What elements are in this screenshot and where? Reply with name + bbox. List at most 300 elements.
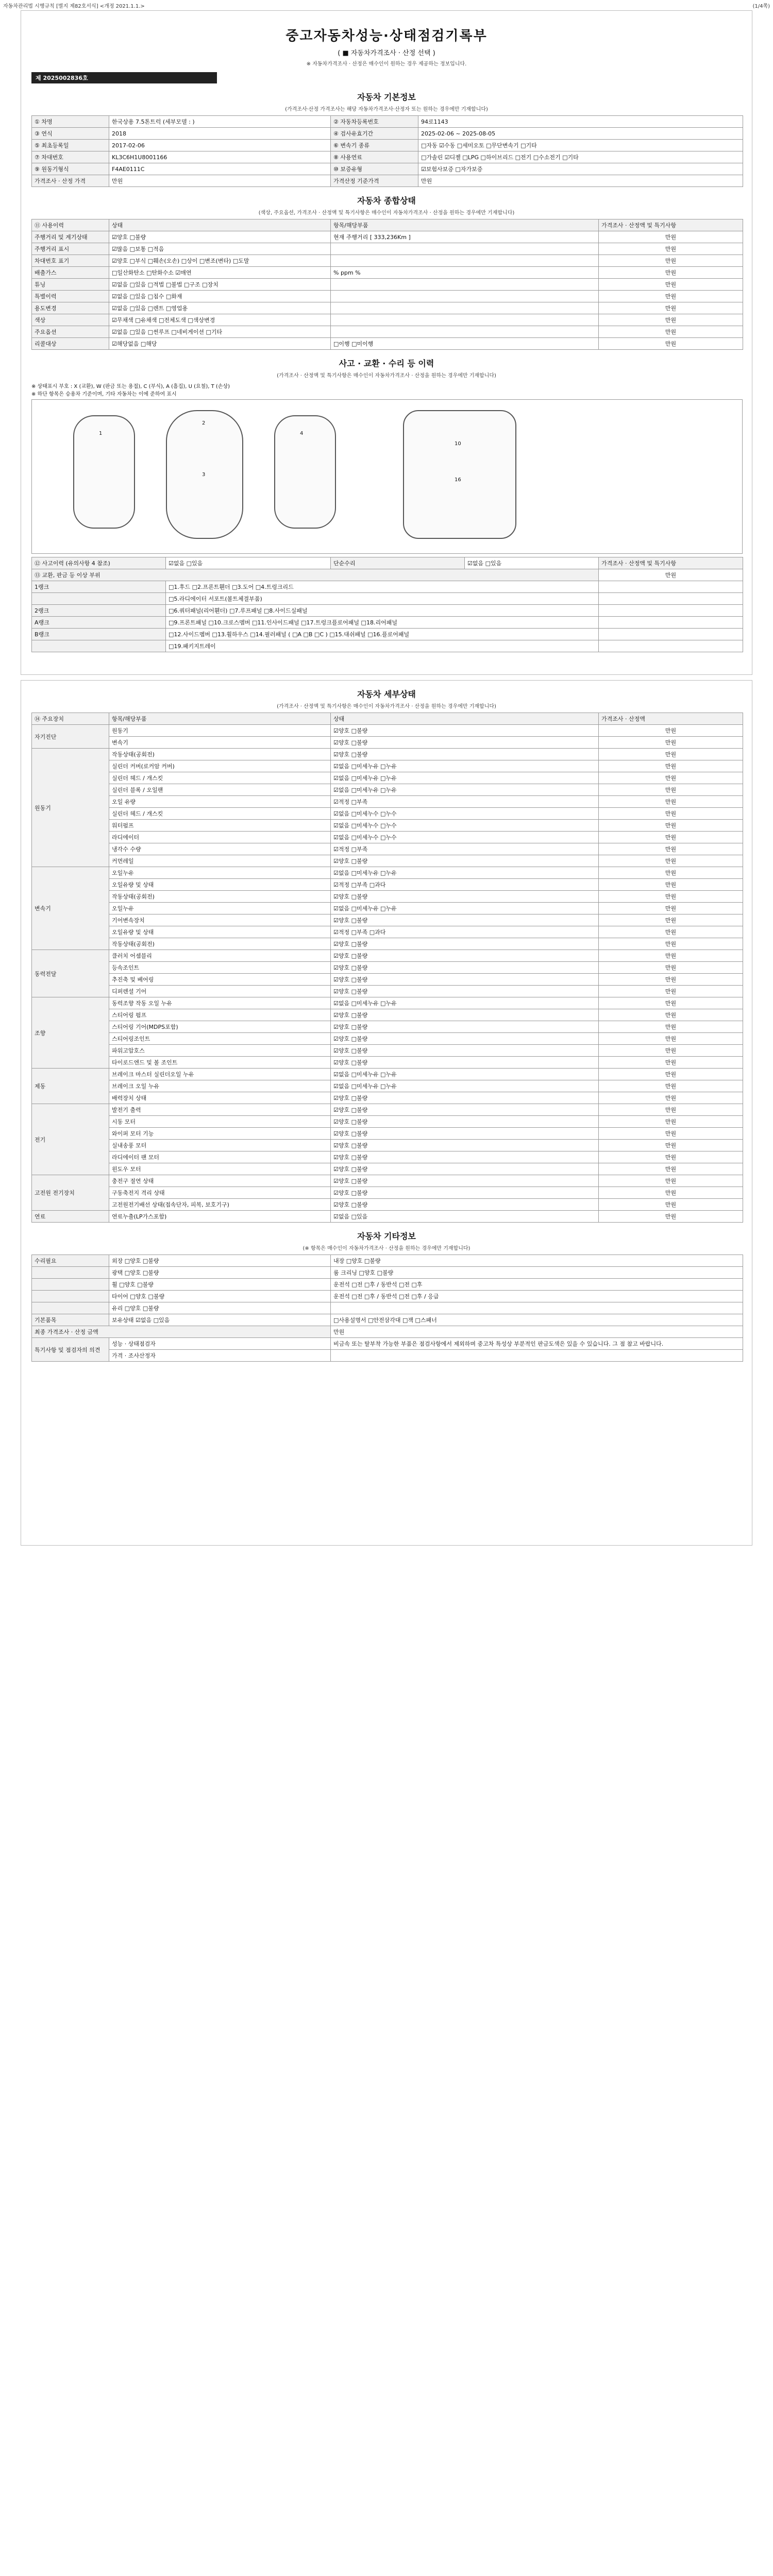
rank-items: □6.쿼터패널(리어휀더) □7.루프패널 □8.사이드실패널 xyxy=(166,605,599,617)
diagram-number: 3 xyxy=(202,472,206,478)
basic-value-2: 만원 xyxy=(418,175,743,187)
detail-row xyxy=(32,1033,743,1045)
basic-label: ① 차명 xyxy=(32,116,109,128)
detail-item: 오일누유 xyxy=(109,903,331,914)
detail-price: 만원 xyxy=(599,997,743,1009)
other-row xyxy=(32,1314,743,1326)
detail-row xyxy=(32,903,743,914)
detail-price: 만원 xyxy=(599,1128,743,1140)
other-group xyxy=(32,1279,109,1291)
detail-price: 만원 xyxy=(599,914,743,926)
rank-price-cell xyxy=(599,605,743,617)
accident-heading: 사고 · 교환 · 수리 등 이력 xyxy=(339,359,434,368)
rank-name: 2랭크 xyxy=(32,605,166,617)
overview-row xyxy=(32,243,743,255)
detail-row xyxy=(32,784,743,796)
detail-item: 워터펌프 xyxy=(109,820,331,832)
detail-state: ☑없음 □미세누유 □누유 xyxy=(331,1080,599,1092)
detail-state: ☑양호 □불량 xyxy=(331,1199,599,1211)
detail-state: ☑없음 □미세누유 □누유 xyxy=(331,784,599,796)
detail-price: 만원 xyxy=(599,1116,743,1128)
overview-row xyxy=(32,302,743,314)
detail-state: ☑양호 □불량 xyxy=(331,1128,599,1140)
other-row xyxy=(32,1267,743,1279)
detail-state: ☑없음 □있음 xyxy=(331,1211,599,1223)
vehicle-diagram xyxy=(31,399,743,554)
detail-price: 만원 xyxy=(599,1187,743,1199)
diagram-number: 4 xyxy=(300,431,304,436)
detail-item: 타이로드엔드 및 볼 조인트 xyxy=(109,1057,331,1069)
detail-price: 만원 xyxy=(599,1151,743,1163)
detail-item: 작동상태(공회전) xyxy=(109,891,331,903)
detail-item: 오일유량 및 상태 xyxy=(109,926,331,938)
other-info-note: (※ 항목은 매수인이 자동차가격조사 · 산정을 원하는 경우에만 기재합니다) xyxy=(303,1246,470,1251)
detail-price: 만원 xyxy=(599,962,743,974)
rank-price-cell xyxy=(599,629,743,640)
accident-note: (가격조사 · 산정액 및 특기사항은 매수인이 자동차가격조사 · 산정을 원하는 경우에만 기재합니다) xyxy=(277,373,496,379)
overview-price: 만원 xyxy=(599,231,743,243)
rank-price-cell xyxy=(599,640,743,652)
basic-label-2: ② 자동차등록번호 xyxy=(331,116,418,128)
special-notes-label: 특기사항 및 점검자의 의견 xyxy=(32,1338,109,1362)
detail-price: 만원 xyxy=(599,1140,743,1151)
other-info-heading: 자동차 기타정보 xyxy=(357,1231,416,1241)
detail-state: ☑양호 □불량 xyxy=(331,1045,599,1057)
detail-state: ☑없음 □미세누유 □누유 xyxy=(331,903,599,914)
detail-state: ☑없음 □미세누유 □누유 xyxy=(331,867,599,879)
basic-label: ⑦ 차대번호 xyxy=(32,151,109,163)
other-group xyxy=(32,1267,109,1279)
detail-item: 스티어링조인트 xyxy=(109,1033,331,1045)
detail-state: ☑없음 □미세누수 □누수 xyxy=(331,820,599,832)
detail-row xyxy=(32,986,743,997)
detail-row xyxy=(32,926,743,938)
detail-price: 만원 xyxy=(599,1009,743,1021)
basic-value: 만원 xyxy=(109,175,331,187)
detail-group: 고전원 전기장치 xyxy=(32,1175,109,1211)
title-block xyxy=(21,11,752,67)
detail-price: 만원 xyxy=(599,1069,743,1080)
overview-item xyxy=(331,243,599,255)
detail-row xyxy=(32,1116,743,1128)
basic-value-2: 94로1143 xyxy=(418,116,743,128)
other-item-1: 타이어 □양호 □불량 xyxy=(109,1291,331,1302)
detail-state: ☑적정 □부족 □과다 xyxy=(331,879,599,891)
overview-price: 만원 xyxy=(599,243,743,255)
rank-name: 1랭크 xyxy=(32,581,166,593)
detail-price: 만원 xyxy=(599,796,743,808)
accident-price-header: 가격조사 · 산정액 및 특기사항 xyxy=(599,557,743,569)
detail-state: ☑양호 □불량 xyxy=(331,1057,599,1069)
basic-label-2: ④ 검사유효기간 xyxy=(331,128,418,140)
detail-state: ☑양호 □불량 xyxy=(331,914,599,926)
detail-price: 만원 xyxy=(599,1199,743,1211)
basic-label: ③ 연식 xyxy=(32,128,109,140)
history-value: ☑없음 □있음 xyxy=(166,557,331,569)
detail-state: ☑양호 □불량 xyxy=(331,938,599,950)
detail-item: 충전구 절연 상태 xyxy=(109,1175,331,1187)
rank-items: □19.패키지트레이 xyxy=(166,640,599,652)
detail-group: 변속기 xyxy=(32,867,109,950)
detail-row xyxy=(32,820,743,832)
other-item-2: 룸 크리닝 □양호 □불량 xyxy=(331,1267,743,1279)
detail-row xyxy=(32,772,743,784)
overview-row xyxy=(32,291,743,302)
detail-item: 라디에이터 팬 모터 xyxy=(109,1151,331,1163)
detail-state: ☑양호 □불량 xyxy=(331,1009,599,1021)
detail-state: ☑양호 □불량 xyxy=(331,749,599,760)
detail-row xyxy=(32,808,743,820)
special-notes-text: 비금속 또는 탈부착 가능한 부품은 점검사항에서 제외하며 중고차 특성상 부분적인 판금도색은 있을 수 있습니다. 그 점 참고 바랍니다. xyxy=(331,1338,743,1350)
detail-price: 만원 xyxy=(599,855,743,867)
detail-header: ⑭ 주요장치 xyxy=(32,713,109,725)
page-2 xyxy=(21,680,752,1546)
overview-price: 만원 xyxy=(599,291,743,302)
detail-row xyxy=(32,1187,743,1199)
detail-row xyxy=(32,1151,743,1163)
detail-item: 변속기 xyxy=(109,737,331,749)
detail-price: 만원 xyxy=(599,725,743,737)
detail-row xyxy=(32,974,743,986)
accident-legend-2: ※ 하단 항목은 승용차 기준이며, 기타 자동차는 이에 준하여 표시 xyxy=(31,392,177,397)
detail-item: 파워고압호스 xyxy=(109,1045,331,1057)
rank-row xyxy=(32,640,743,652)
simple-repair-label: 단순수리 xyxy=(331,557,465,569)
detail-price: 만원 xyxy=(599,926,743,938)
overview-row xyxy=(32,326,743,338)
detail-price: 만원 xyxy=(599,1033,743,1045)
detail-group: 조향 xyxy=(32,997,109,1069)
overview-label: 용도변경 xyxy=(32,302,109,314)
detail-row xyxy=(32,867,743,879)
diagram-number: 16 xyxy=(455,477,461,483)
page-indicator: (1/4쪽) xyxy=(752,4,770,9)
detail-item: 고전원전기배선 상태(접속단자, 피복, 보호기구) xyxy=(109,1199,331,1211)
detail-price: 만원 xyxy=(599,974,743,986)
basic-info-row xyxy=(32,163,743,175)
detail-price: 만원 xyxy=(599,938,743,950)
detail-price: 만원 xyxy=(599,760,743,772)
detail-row xyxy=(32,914,743,926)
detail-row xyxy=(32,737,743,749)
accident-price: 만원 xyxy=(599,569,743,581)
detail-price: 만원 xyxy=(599,1080,743,1092)
overview-state: ☑양호 □불량 xyxy=(109,231,331,243)
diagram-number: 1 xyxy=(99,431,103,436)
rank-items: □12.사이드멤버 □13.휠하우스 □14.필러패널 ( □A □B □C ) □15.대쉬패널 □16.플로어패널 xyxy=(166,629,599,640)
basic-info-table xyxy=(31,115,743,187)
detail-heading: 자동차 세부상태 xyxy=(357,689,416,699)
basic-value-2: 2025-02-06 ~ 2025-08-05 xyxy=(418,128,743,140)
detail-row xyxy=(32,855,743,867)
detail-item: 오일 유량 xyxy=(109,796,331,808)
overview-item: □이행 □미이행 xyxy=(331,338,599,350)
detail-group: 전기 xyxy=(32,1104,109,1175)
detail-state: ☑양호 □불량 xyxy=(331,1175,599,1187)
overview-state: □일산화탄소 □탄화수소 ☑매연 xyxy=(109,267,331,279)
detail-row xyxy=(32,1128,743,1140)
detail-state: ☑적정 □부족 □과다 xyxy=(331,926,599,938)
detail-item: 오일유량 및 상태 xyxy=(109,879,331,891)
rank-price-cell xyxy=(599,593,743,605)
history-label: ⑫ 사고이력 (유의사항 4 참조) xyxy=(32,557,166,569)
detail-price: 만원 xyxy=(599,986,743,997)
overview-price: 만원 xyxy=(599,326,743,338)
overview-label: 색상 xyxy=(32,314,109,326)
detail-state: ☑양호 □불량 xyxy=(331,1104,599,1116)
overview-price: 만원 xyxy=(599,314,743,326)
basic-value-2: □가솔린 ☑디젤 □LPG □하이브리드 □전기 □수소전기 □기타 xyxy=(418,151,743,163)
detail-row xyxy=(32,1211,743,1223)
rank-items: □9.프론트패널 □10.크로스멤버 □11.인사이드패널 □17.트렁크플로어패널 □18.리어패널 xyxy=(166,617,599,629)
detail-row xyxy=(32,760,743,772)
overview-row xyxy=(32,267,743,279)
detail-row xyxy=(32,997,743,1009)
basic-value: 2018 xyxy=(109,128,331,140)
overview-row xyxy=(32,279,743,291)
overview-state: ☑양호 □부식 □훼손(오손) □상이 □변조(변타) □도말 xyxy=(109,255,331,267)
overview-label: 차대번호 표기 xyxy=(32,255,109,267)
detail-row xyxy=(32,749,743,760)
detail-item: 시동 모터 xyxy=(109,1116,331,1128)
total-price-value: 만원 xyxy=(331,1326,743,1338)
detail-row xyxy=(32,1175,743,1187)
other-item-2: 운전석 □전 □후 / 동반석 □전 □후 xyxy=(331,1279,743,1291)
title-note: ※ 자동차가격조사 · 산정은 매수인이 원하는 경우 제공하는 정보입니다. xyxy=(306,61,467,67)
basic-value: 2017-02-06 xyxy=(109,140,331,151)
detail-row xyxy=(32,879,743,891)
basic-value-2: □자동 ☑수동 □세미오토 □무단변속기 □기타 xyxy=(418,140,743,151)
overview-state: ☑많음 □보통 □적음 xyxy=(109,243,331,255)
diagram-number: 10 xyxy=(455,441,461,447)
diagram-number: 2 xyxy=(202,420,206,426)
detail-price: 만원 xyxy=(599,903,743,914)
overview-note: (색상, 주요옵션, 가격조사 · 산정액 및 특기사항은 매수인이 자동차가격조사 · 산정을 원하는 경우에만 기재합니다) xyxy=(258,210,515,216)
overview-price: 만원 xyxy=(599,255,743,267)
basic-info-row xyxy=(32,116,743,128)
detail-row xyxy=(32,1021,743,1033)
basic-label-2: ⑥ 변속기 종류 xyxy=(331,140,418,151)
detail-item: 실린더 헤드 / 개스킷 xyxy=(109,808,331,820)
damage-area-label: ⑬ 교환, 판금 등 이상 부위 xyxy=(32,569,599,581)
detail-item: 발전기 출력 xyxy=(109,1104,331,1116)
accident-table xyxy=(31,557,743,652)
detail-state: ☑양호 □불량 xyxy=(331,1163,599,1175)
detail-price: 만원 xyxy=(599,1211,743,1223)
detail-state: ☑양호 □불량 xyxy=(331,855,599,867)
overview-state: ☑없음 □있음 □렌트 □영업용 xyxy=(109,302,331,314)
detail-item: 구동축전지 격리 상태 xyxy=(109,1187,331,1199)
detail-price: 만원 xyxy=(599,749,743,760)
overview-row xyxy=(32,231,743,243)
detail-row xyxy=(32,1163,743,1175)
detail-item: 스티어링 펌프 xyxy=(109,1009,331,1021)
overview-item xyxy=(331,291,599,302)
overview-label: 주요옵션 xyxy=(32,326,109,338)
detail-price: 만원 xyxy=(599,772,743,784)
detail-state: ☑양호 □불량 xyxy=(331,950,599,962)
basic-value: 한국상용 7.5톤트럭 (세부모델 : ) xyxy=(109,116,331,128)
detail-item: 윈도우 모터 xyxy=(109,1163,331,1175)
other-row xyxy=(32,1255,743,1267)
overview-label: 특별이력 xyxy=(32,291,109,302)
detail-item: 배력장치 상태 xyxy=(109,1092,331,1104)
other-item-1: 유리 □양호 □불량 xyxy=(109,1302,331,1314)
detail-row xyxy=(32,938,743,950)
detail-group: 동력전달 xyxy=(32,950,109,997)
detail-item: 브레이크 오일 누유 xyxy=(109,1080,331,1092)
rank-items: □5.라디에이터 서포트(볼트체결부품) xyxy=(166,593,599,605)
basic-info-row xyxy=(32,151,743,163)
detail-price: 만원 xyxy=(599,867,743,879)
detail-price: 만원 xyxy=(599,879,743,891)
detail-item: 원동기 xyxy=(109,725,331,737)
detail-item: 실내송풍 모터 xyxy=(109,1140,331,1151)
detail-state: ☑없음 □미세누유 □누유 xyxy=(331,1069,599,1080)
special-price-label: 가격 · 조사산정자 xyxy=(109,1350,331,1362)
overview-state: ☑없음 □있음 □썬루프 □네비게이션 □기타 xyxy=(109,326,331,338)
detail-item: 클러치 어셈블리 xyxy=(109,950,331,962)
detail-item: 커먼레일 xyxy=(109,855,331,867)
page-1 xyxy=(21,10,752,675)
detail-row xyxy=(32,1045,743,1057)
detail-state: ☑양호 □불량 xyxy=(331,737,599,749)
overview-label: 리콜대상 xyxy=(32,338,109,350)
detail-row xyxy=(32,1069,743,1080)
rank-name xyxy=(32,593,166,605)
detail-state: ☑양호 □불량 xyxy=(331,974,599,986)
other-item-1: 광택 □양호 □불량 xyxy=(109,1267,331,1279)
basic-label: 가격조사 · 산정 가격 xyxy=(32,175,109,187)
basic-value-2: ☑보험사보증 □자가보증 xyxy=(418,163,743,175)
basic-info-note: (가격조사·산정 가격조사는 해당 자동차가격조사·산정자 또는 원하는 경우에만 기재합니다) xyxy=(285,107,488,112)
detail-price: 만원 xyxy=(599,1104,743,1116)
overview-heading: 자동차 종합상태 xyxy=(357,196,416,206)
page-title: 중고자동차성능·상태점검기록부 xyxy=(285,28,488,44)
detail-item: 스티어링 기어(MDPS포함) xyxy=(109,1021,331,1033)
detail-group: 연료 xyxy=(32,1211,109,1223)
detail-group: 원동기 xyxy=(32,749,109,867)
other-item-1: 보유상태 ☑없음 □있음 xyxy=(109,1314,331,1326)
detail-row xyxy=(32,796,743,808)
overview-header: 항목/해당부품 xyxy=(331,219,599,231)
rank-price-cell xyxy=(599,617,743,629)
basic-label: ⑤ 최초등록일 xyxy=(32,140,109,151)
overview-state: ☑해당없음 □해당 xyxy=(109,338,331,350)
detail-row xyxy=(32,950,743,962)
overview-label: 배출가스 xyxy=(32,267,109,279)
detail-row xyxy=(32,832,743,843)
detail-state: ☑없음 □미세누유 □누유 xyxy=(331,772,599,784)
rank-name: B랭크 xyxy=(32,629,166,640)
detail-price: 만원 xyxy=(599,784,743,796)
overview-price: 만원 xyxy=(599,267,743,279)
basic-info-row xyxy=(32,128,743,140)
detail-item: 동력조향 작동 오일 누유 xyxy=(109,997,331,1009)
overview-item xyxy=(331,279,599,291)
other-item-1: 외장 □양호 □불량 xyxy=(109,1255,331,1267)
rank-name xyxy=(32,640,166,652)
basic-value: F4AE0111C xyxy=(109,163,331,175)
car-front-view xyxy=(73,415,135,529)
detail-row xyxy=(32,1199,743,1211)
detail-state: ☑양호 □불량 xyxy=(331,1116,599,1128)
other-item-2: 내장 □양호 □불량 xyxy=(331,1255,743,1267)
overview-table xyxy=(31,219,743,350)
rank-row xyxy=(32,593,743,605)
detail-price: 만원 xyxy=(599,843,743,855)
other-row xyxy=(32,1291,743,1302)
detail-item: 작동상태(공회전) xyxy=(109,938,331,950)
detail-state: ☑양호 □불량 xyxy=(331,725,599,737)
detail-price: 만원 xyxy=(599,820,743,832)
overview-header: 상태 xyxy=(109,219,331,231)
detail-header: 상태 xyxy=(331,713,599,725)
detail-item: 등속조인트 xyxy=(109,962,331,974)
detail-group: 자기진단 xyxy=(32,725,109,749)
document-number: 제 2025002836호 xyxy=(31,72,217,83)
detail-price: 만원 xyxy=(599,1175,743,1187)
other-group xyxy=(32,1291,109,1302)
detail-item: 추진축 및 베어링 xyxy=(109,974,331,986)
basic-info-row xyxy=(32,140,743,151)
detail-row xyxy=(32,1009,743,1021)
detail-row xyxy=(32,1080,743,1092)
rank-price-cell xyxy=(599,581,743,593)
detail-price: 만원 xyxy=(599,1163,743,1175)
detail-row xyxy=(32,843,743,855)
detail-header: 항목/해당부품 xyxy=(109,713,331,725)
overview-item: 현재 주행거리 [ 333,236Km ] xyxy=(331,231,599,243)
detail-state: ☑양호 □불량 xyxy=(331,1151,599,1163)
form-reference: 자동차관리법 시행규칙 [별지 제82호서식] <개정 2021.1.1.> xyxy=(3,4,145,9)
overview-price: 만원 xyxy=(599,279,743,291)
detail-item: 실린더 커버(로커암 커버) xyxy=(109,760,331,772)
detail-state: ☑적정 □부족 xyxy=(331,796,599,808)
other-row xyxy=(32,1302,743,1314)
other-group: 기본품목 xyxy=(32,1314,109,1326)
detail-item: 라디에이터 xyxy=(109,832,331,843)
detail-state: ☑양호 □불량 xyxy=(331,891,599,903)
overview-state: ☑없음 □있음 □침수 □화재 xyxy=(109,291,331,302)
overview-label: 주행거리 표시 xyxy=(32,243,109,255)
basic-label-2: ⑩ 보증유형 xyxy=(331,163,418,175)
detail-state: ☑없음 □미세누수 □누수 xyxy=(331,832,599,843)
detail-item: 와이퍼 모터 기능 xyxy=(109,1128,331,1140)
detail-item: 연료누출(LP가스포함) xyxy=(109,1211,331,1223)
detail-item: 작동상태(공회전) xyxy=(109,749,331,760)
car-rear-view xyxy=(274,415,336,529)
detail-item: 브레이크 마스터 실린더오일 누유 xyxy=(109,1069,331,1080)
detail-item: 오일누유 xyxy=(109,867,331,879)
detail-state: ☑양호 □불량 xyxy=(331,1021,599,1033)
overview-row xyxy=(32,314,743,326)
detail-row xyxy=(32,891,743,903)
detail-price: 만원 xyxy=(599,832,743,843)
detail-state: ☑적정 □부족 xyxy=(331,843,599,855)
other-group: 수리필요 xyxy=(32,1255,109,1267)
rank-items: □1.후드 □2.프론트휀더 □3.도어 □4.트렁크리드 xyxy=(166,581,599,593)
basic-value: KL3C6H1U8001166 xyxy=(109,151,331,163)
other-item-2: 운전석 □전 □후 / 동반석 □전 □후 / 응급 xyxy=(331,1291,743,1302)
overview-state: ☑없음 □있음 □적법 □불법 □구조 □장치 xyxy=(109,279,331,291)
detail-row xyxy=(32,1140,743,1151)
other-item-1: 휠 □양호 □불량 xyxy=(109,1279,331,1291)
rank-row xyxy=(32,629,743,640)
detail-row xyxy=(32,1057,743,1069)
detail-state: ☑양호 □불량 xyxy=(331,962,599,974)
detail-state: ☑없음 □미세누유 □누유 xyxy=(331,760,599,772)
